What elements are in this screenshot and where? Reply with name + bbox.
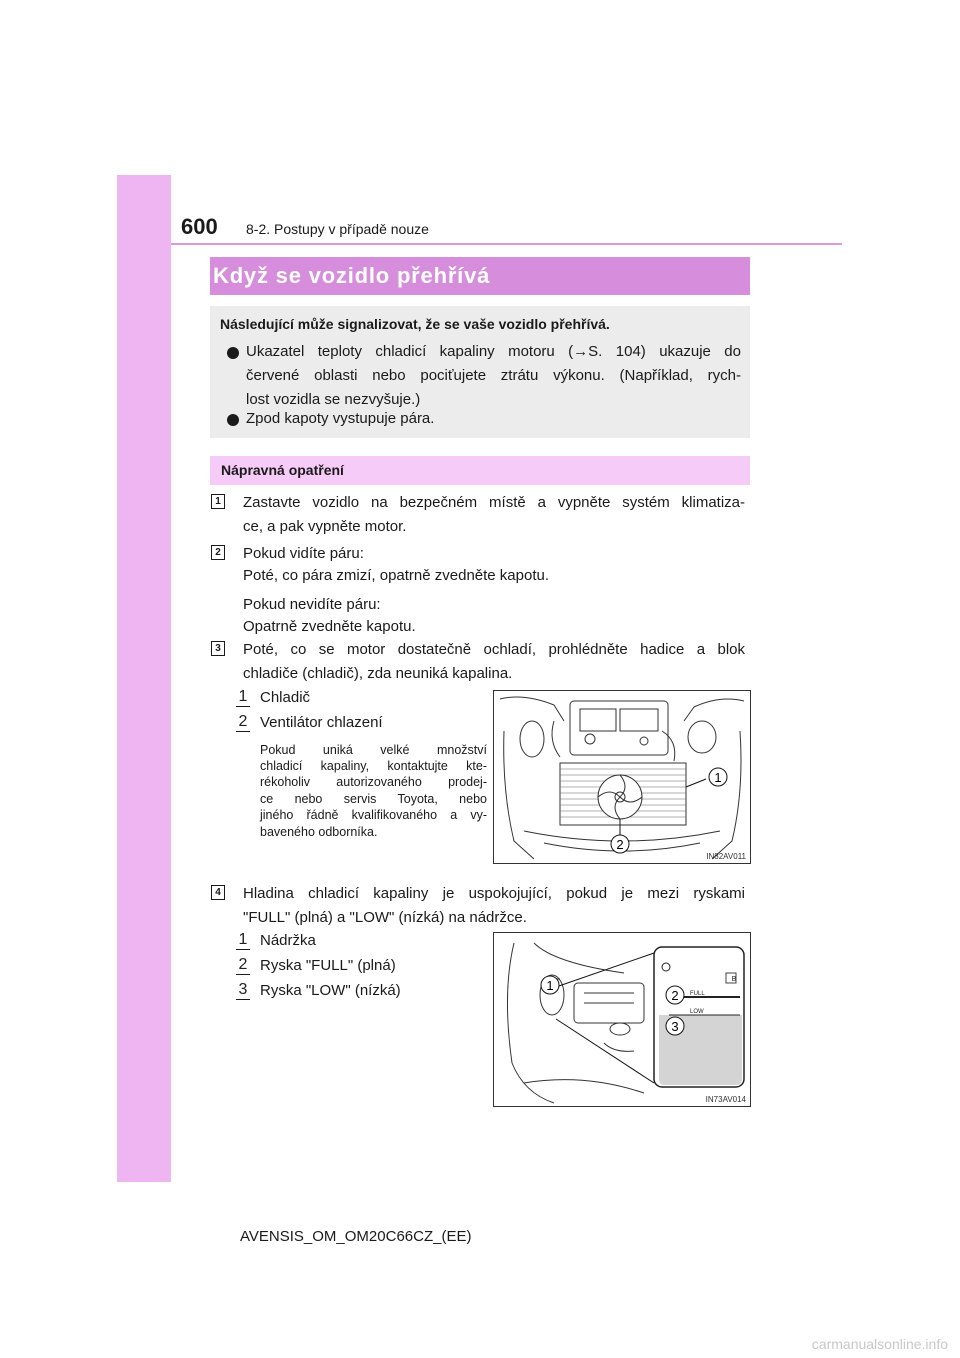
- callout-underline: [236, 731, 250, 732]
- bullet-line: lost vozidla se nezvyšuje.): [246, 391, 421, 408]
- engine-bay-illustration: [493, 690, 751, 864]
- figure-callout-1: 1: [546, 978, 554, 993]
- figure-code: IN82AV011: [706, 852, 746, 861]
- engine-bay-drawing: [494, 691, 750, 863]
- document-code-footer: AVENSIS_OM_OM20C66CZ_(EE): [240, 1228, 472, 1245]
- step-text: Pokud vidíte páru:: [243, 545, 364, 562]
- corrective-heading: Nápravná opatření: [221, 462, 344, 478]
- step-text: Poté, co pára zmizí, opatrně zvedněte kapotu.: [243, 567, 550, 584]
- callout-number: 2: [238, 713, 248, 730]
- symptoms-intro: Následující může signalizovat, že se vaše vozidlo přehřívá.: [220, 316, 610, 332]
- step-number: 3: [211, 641, 225, 656]
- bullet-dot: [227, 347, 239, 359]
- reservoir-illustration: [493, 932, 751, 1107]
- chapter-side-tab: [117, 175, 171, 1182]
- step-text: Hladina chladicí kapaliny je uspokojující, pokud je mezi ryskami: [243, 885, 745, 902]
- step-text: "FULL" (plná) a "LOW" (nízká) na nádržce.: [243, 909, 527, 926]
- bullet-line: červené oblasti nebo pociťujete ztrátu výkonu. (Například, rych-: [246, 367, 741, 384]
- note-line: baveného odborníka.: [260, 825, 378, 839]
- step-text: ce, a pak vypněte motor.: [243, 518, 407, 535]
- watermark: carmanualsonline.info: [811, 1336, 948, 1352]
- step-text: Poté, co se motor dostatečně ochladí, prohlédněte hadice a blok: [243, 641, 745, 658]
- page-title: Když se vozidlo přehřívá: [213, 263, 491, 288]
- callout-label: Ventilátor chlazení: [260, 714, 383, 731]
- step-text: Zastavte vozidlo na bezpečném místě a vypněte systém klimatiza-: [243, 494, 745, 511]
- full-mark-label: FULL: [690, 991, 705, 997]
- callout-label: Chladič: [260, 689, 311, 706]
- page-number: 600: [181, 214, 218, 239]
- low-mark-label: LOW: [690, 1009, 704, 1015]
- callout-underline: [236, 949, 250, 950]
- reservoir-drawing: [494, 933, 750, 1106]
- note-line: chladicí kapaliny, kontaktujte kte-: [260, 759, 487, 773]
- step-text: Pokud nevidíte páru:: [243, 596, 381, 613]
- step-number: 1: [211, 494, 225, 509]
- note-line: rékoholiv autorizovaného prodej-: [260, 775, 487, 789]
- figure-callout-2: 2: [616, 837, 624, 852]
- callout-label: Ryska "LOW" (nízká): [260, 982, 401, 999]
- figure-code: IN73AV014: [705, 1095, 746, 1104]
- bullet-line: Zpod kapoty vystupuje pára.: [246, 410, 435, 427]
- step-text: chladiče (chladič), zda neuniká kapalina.: [243, 665, 513, 682]
- callout-label: Ryska "FULL" (plná): [260, 957, 396, 974]
- header-divider: [171, 243, 842, 245]
- note-line: Pokud uniká velké množství: [260, 743, 487, 757]
- note-line: ce nebo servis Toyota, nebo: [260, 792, 487, 806]
- figure-callout-1: 1: [714, 770, 722, 785]
- section-header: 8-2. Postupy v případě nouze: [246, 221, 429, 237]
- callout-underline: [236, 706, 250, 707]
- tank-mark-label: B: [731, 976, 737, 983]
- callout-underline: [236, 999, 250, 1000]
- step-number: 4: [211, 885, 225, 900]
- bullet-dot: [227, 414, 239, 426]
- step-number: 2: [211, 545, 225, 560]
- callout-label: Nádržka: [260, 932, 316, 949]
- figure-callout-3: 3: [671, 1019, 679, 1034]
- figure-callout-2: 2: [671, 988, 679, 1003]
- callout-number: 2: [238, 956, 248, 973]
- step-text: Opatrně zvedněte kapotu.: [243, 618, 416, 635]
- bullet-line: Ukazatel teploty chladicí kapaliny motoru (→S. 104) ukazuje do: [246, 343, 741, 360]
- note-line: jiného řádně kvalifikovaného a vy-: [260, 808, 487, 822]
- callout-number: 1: [238, 931, 248, 948]
- callout-number: 1: [238, 688, 248, 705]
- callout-underline: [236, 974, 250, 975]
- callout-number: 3: [238, 981, 248, 998]
